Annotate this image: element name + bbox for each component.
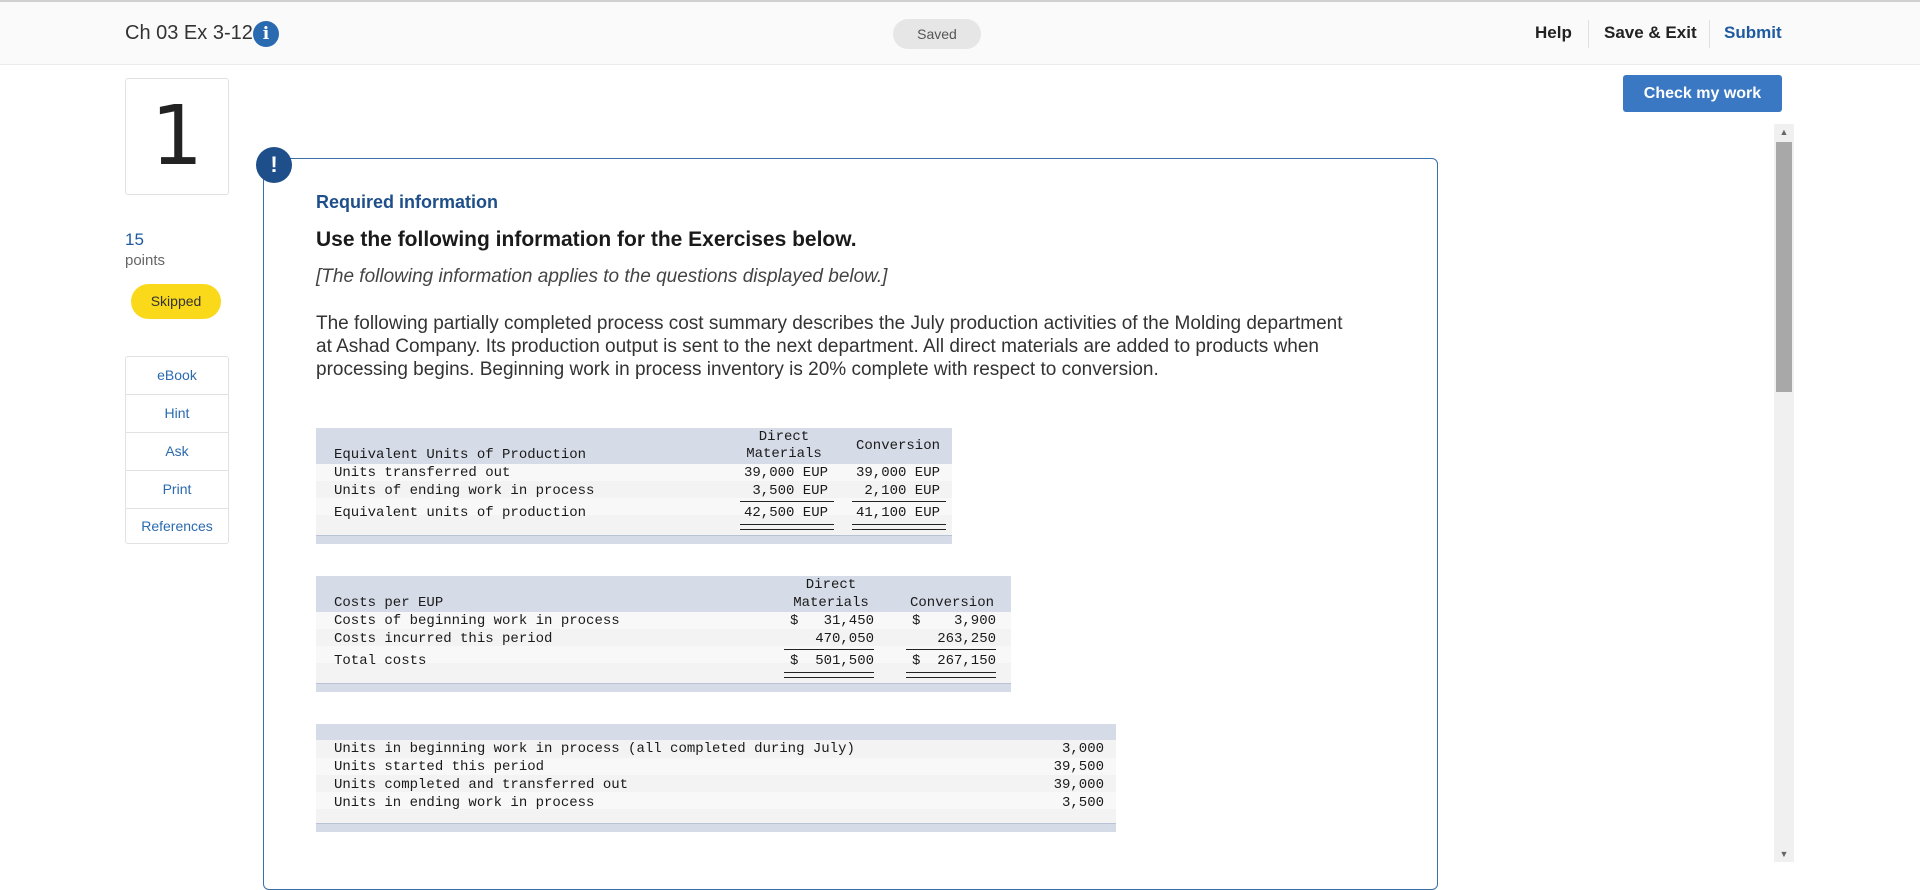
table-row-label: Units of ending work in process [334, 483, 595, 499]
table-cell: 263,250 [937, 631, 996, 647]
question-number: 1 [125, 78, 229, 195]
total-double-underline [740, 524, 834, 530]
table-cell: $ 31,450 [789, 613, 874, 629]
table-cell: 39,500 [1053, 759, 1104, 775]
header-bar [0, 2, 1920, 65]
total-double-underline [852, 524, 946, 530]
info-icon[interactable]: i [253, 21, 279, 47]
table-row-label: Units in ending work in process [334, 795, 595, 811]
table-cell: 470,050 [815, 631, 874, 647]
table-row-label: Costs of beginning work in process [334, 613, 620, 629]
problem-description: The following partially completed process cost summary describes the July production activities of the Molding department at Ashad Company. Its production output is sent to the next department. All direct materials are added to products when processing begins. Beginning work in process inventory is 20% complete with respect to conversion. [316, 313, 1343, 380]
table-row-label: Units transferred out [334, 465, 511, 481]
skipped-status-badge: Skipped [131, 284, 221, 319]
scrollbar-thumb[interactable] [1776, 142, 1792, 392]
table-cell: 3,000 [1061, 741, 1104, 757]
header-divider [1709, 20, 1710, 48]
table-cell: $ 3,900 [911, 613, 996, 629]
table-cell: $ 501,500 [789, 653, 874, 669]
print-link[interactable]: Print [126, 471, 228, 509]
save-exit-link[interactable]: Save & Exit [1604, 23, 1697, 42]
subtotal-underline [852, 501, 946, 502]
exclamation-icon: ! [256, 147, 292, 183]
col-header-direct: Direct [758, 429, 810, 445]
total-double-underline [784, 672, 874, 678]
costs-per-eup-table [316, 576, 1011, 692]
col-header-conversion: Conversion [909, 595, 994, 611]
table-cell: 39,000 EUP [743, 465, 828, 481]
table-row-label: Units completed and transferred out [334, 777, 629, 793]
equivalent-units-table [316, 428, 952, 544]
check-my-work-button[interactable]: Check my work [1623, 75, 1782, 112]
resource-nav [125, 356, 229, 544]
table-cell: 39,000 [1053, 777, 1104, 793]
table-row-label: Costs per EUP [334, 595, 444, 611]
table-cell: 41,100 EUP [855, 505, 940, 521]
table-cell: 39,000 EUP [855, 465, 940, 481]
col-header-direct: Direct [805, 577, 857, 593]
col-header-materials: Materials [746, 446, 822, 462]
table-cell: 3,500 EUP [752, 483, 828, 499]
references-link[interactable]: References [141, 518, 213, 534]
col-header-conversion: Conversion [855, 438, 940, 454]
points-label: points [125, 252, 166, 269]
table-row-label: Costs incurred this period [334, 631, 553, 647]
scrollbar[interactable] [1774, 124, 1794, 862]
table-row-label: Units started this period [334, 759, 545, 775]
ebook-link[interactable]: eBook [126, 357, 228, 395]
table-row-label: Total costs [334, 653, 427, 669]
header-divider [1588, 20, 1589, 48]
table-row-label: Equivalent units of production [334, 505, 587, 521]
col-header-materials: Materials [793, 595, 869, 611]
table-cell: $ 267,150 [911, 653, 996, 669]
subtotal-underline [740, 501, 834, 502]
scroll-up-arrow-icon[interactable]: ▲ [1779, 127, 1789, 137]
table-row-label: Equivalent Units of Production [334, 447, 587, 463]
table-cell: 42,500 EUP [743, 505, 828, 521]
points-value: 15 [125, 230, 144, 249]
scroll-down-arrow-icon[interactable]: ▼ [1779, 849, 1789, 859]
subtotal-underline [784, 649, 874, 650]
total-double-underline [906, 672, 996, 678]
ask-link[interactable]: Ask [126, 433, 228, 471]
table-row-label: Units in beginning work in process (all completed during July) [334, 741, 855, 757]
units-summary-table [316, 724, 1116, 832]
required-info-label: Required information [316, 192, 499, 212]
saved-status-badge: Saved [893, 19, 981, 49]
assignment-title: Ch 03 Ex 3-12 [125, 22, 253, 44]
subtotal-underline [906, 649, 996, 650]
applies-note: [The following information applies to the questions displayed below.] [316, 266, 888, 287]
hint-link[interactable]: Hint [126, 395, 228, 433]
table-cell: 3,500 [1061, 795, 1104, 811]
instructions-heading: Use the following information for the Exercises below. [316, 228, 857, 251]
table-cell: 2,100 EUP [864, 483, 940, 499]
help-link[interactable]: Help [1535, 23, 1572, 42]
submit-link[interactable]: Submit [1724, 23, 1782, 42]
